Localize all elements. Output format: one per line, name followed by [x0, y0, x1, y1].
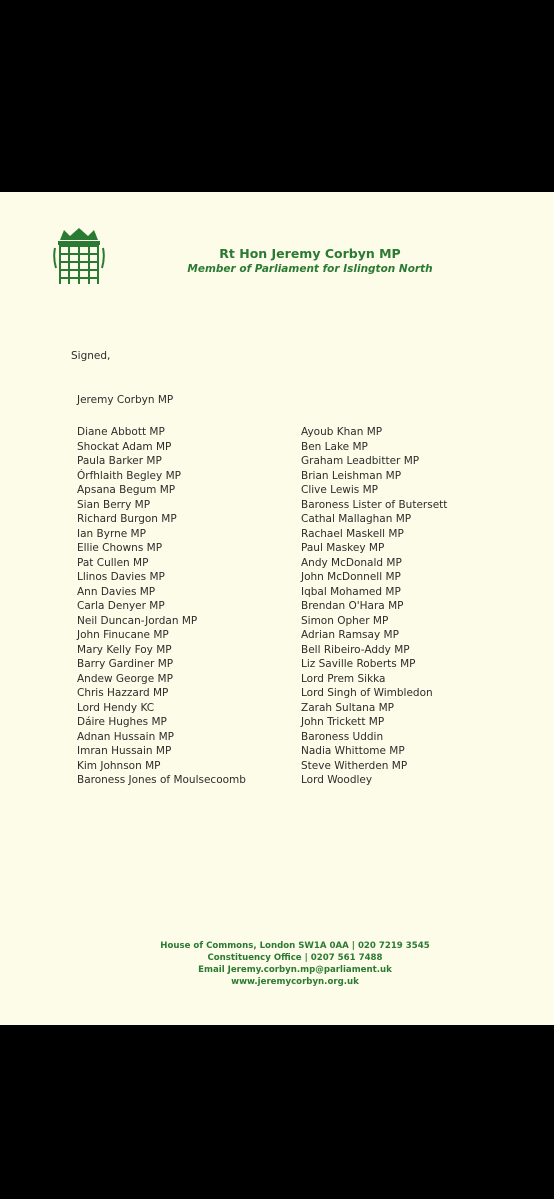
signatory-name: Ben Lake MP — [301, 440, 368, 453]
signatory-name: Diane Abbott MP — [77, 426, 165, 438]
signatory-name: Mary Kelly Foy MP — [77, 643, 172, 656]
signatory-name: Adnan Hussain MP — [77, 730, 174, 743]
signatory-name: Clive Lewis MP — [301, 484, 379, 496]
signatory-name: Apsana Begum MP — [77, 484, 176, 496]
signatory-name: Baroness Uddin — [301, 730, 384, 743]
signatory-name: Adrian Ramsay MP — [301, 629, 399, 641]
signatory-name: Brendan O'Hara MP — [301, 600, 404, 612]
signatory-name: Bell Ribeiro-Addy MP — [301, 643, 410, 656]
signatory-name: Órfhlaith Begley MP — [77, 469, 181, 482]
signatory-name: Baroness Lister of Butersett — [301, 498, 448, 511]
signatory-name: Simon Opher MP — [301, 614, 389, 627]
signatory-name: Ayoub Khan MP — [301, 426, 383, 438]
signatory-name: Paula Barker MP — [77, 455, 162, 467]
signatories-left-column — [77, 425, 277, 788]
letter-page — [0, 192, 554, 1025]
signatory-name: Zarah Sultana MP — [301, 701, 394, 714]
footer-address: House of Commons, London SW1A 0AA | 020 7219 3545 — [160, 941, 430, 951]
letterhead-name: Rt Hon Jeremy Corbyn MP — [219, 246, 401, 261]
signatory-name: Neil Duncan-Jordan MP — [77, 614, 198, 627]
signatory-name: Ann Davies MP — [77, 585, 156, 598]
portcullis-crest-icon — [52, 226, 106, 288]
signatory-name: Baroness Jones of Moulsecoomb — [77, 774, 246, 786]
signatory-name: Brian Leishman MP — [301, 469, 402, 482]
signatory-name: Barry Gardiner MP — [77, 658, 174, 670]
signatory-name: Cathal Mallaghan MP — [301, 513, 412, 525]
signatory-name: Chris Hazzard MP — [77, 687, 169, 699]
letterhead-role: Member of Parliament for Islington North — [187, 263, 433, 275]
footer-email: Email Jeremy.corbyn.mp@parliament.uk — [198, 965, 392, 975]
letterhead — [170, 246, 450, 277]
signatory-name: Dáire Hughes MP — [77, 716, 167, 728]
signatory-name: Nadia Whittome MP — [301, 745, 405, 757]
signatory-name: Lord Singh of Wimbledon — [301, 687, 433, 699]
signatory-name: Pat Cullen MP — [77, 556, 149, 569]
signatory-name: Shockat Adam MP — [77, 440, 172, 453]
signatories-right-column — [301, 425, 501, 788]
signatory-name: John McDonnell MP — [301, 571, 401, 583]
signatory-name: Iqbal Mohamed MP — [301, 585, 401, 598]
signatory-name: Paul Maskey MP — [301, 542, 385, 554]
salutation: Signed, — [71, 350, 111, 362]
signatory-name: John Finucane MP — [77, 629, 169, 641]
signatory-name: Graham Leadbitter MP — [301, 455, 420, 467]
signatory-name: Liz Saville Roberts MP — [301, 658, 416, 670]
signatory-name: Lord Woodley — [301, 774, 373, 786]
signatory-name: Steve Witherden MP — [301, 759, 408, 772]
signatory-name: Lord Prem Sikka — [301, 672, 386, 685]
signatory-name: Lord Hendy KC — [77, 701, 155, 714]
letter-footer — [130, 940, 460, 988]
signatory-name: Sian Berry MP — [77, 498, 151, 511]
lead-signer: Jeremy Corbyn MP — [77, 394, 174, 406]
signatory-name: Kim Johnson MP — [77, 759, 161, 772]
signatory-name: Imran Hussain MP — [77, 745, 172, 757]
signatory-name: Andy McDonald MP — [301, 556, 402, 569]
signatory-name: Llinos Davies MP — [77, 571, 165, 583]
signatory-name: Richard Burgon MP — [77, 513, 177, 525]
signatory-name: Andew George MP — [77, 672, 173, 685]
signatory-name: Ian Byrne MP — [77, 527, 146, 540]
signatory-name: Rachael Maskell MP — [301, 527, 404, 540]
signatory-name: Carla Denyer MP — [77, 600, 165, 612]
signatory-name: Ellie Chowns MP — [77, 542, 163, 554]
footer-constituency: Constituency Office | 0207 561 7488 — [207, 953, 383, 963]
footer-website: www.jeremycorbyn.org.uk — [231, 977, 359, 987]
signatory-name: John Trickett MP — [301, 716, 385, 728]
